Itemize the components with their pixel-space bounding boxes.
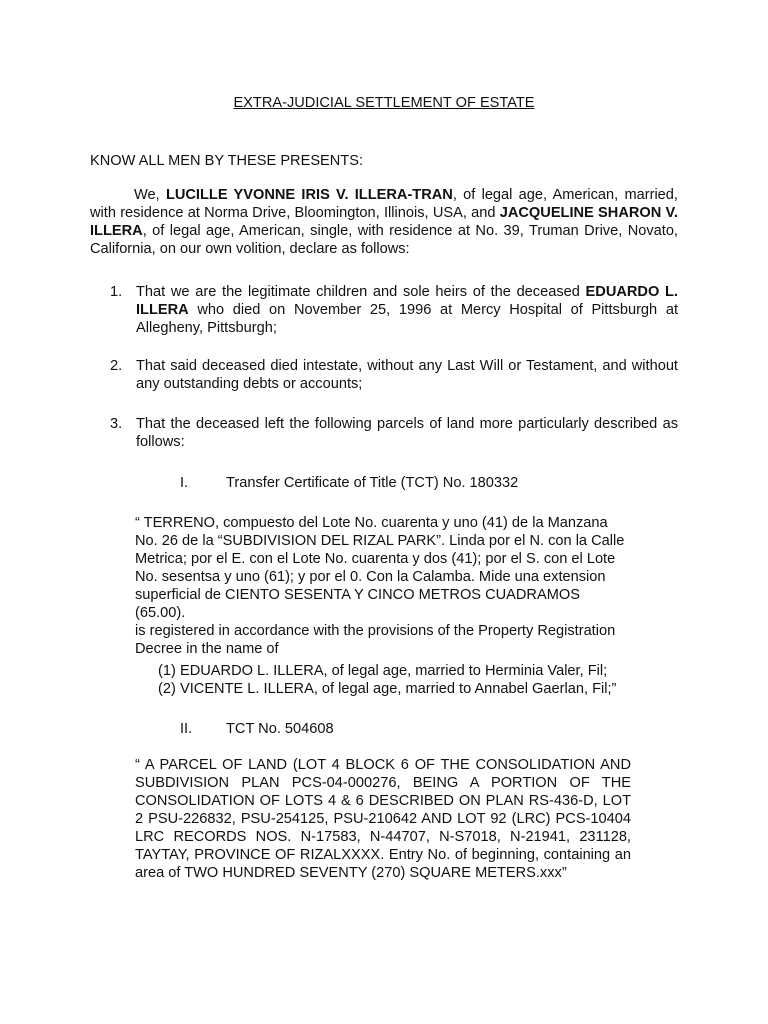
owner-text: VICENTE L. ILLERA, of legal age, married to Annabel Gaerlan, Fil;” bbox=[180, 681, 617, 697]
item-text-1: That we are the legitimate children and sole heirs of the deceased bbox=[136, 284, 586, 300]
owner-number: (2) bbox=[158, 681, 176, 697]
list-item-text: That said deceased died intestate, without any Last Will or Testament, and without any outstanding debts or accounts; bbox=[136, 358, 678, 392]
document-title: EXTRA-JUDICIAL SETTLEMENT OF ESTATE bbox=[233, 95, 535, 111]
list-item-text: That the deceased left the following parcels of land more particularly described as follows: bbox=[136, 416, 678, 450]
list-item bbox=[110, 357, 678, 393]
opening-line: KNOW ALL MEN BY THESE PRESENTS: bbox=[90, 153, 364, 169]
intro-paragraph bbox=[90, 186, 678, 258]
parcel-numeral: I. bbox=[180, 475, 189, 491]
registration-text: is registered in accordance with the provisions of the Property Registration Decree in the name of bbox=[135, 623, 616, 657]
owner-list bbox=[158, 662, 638, 698]
deceased-name: EDUARDO L. ILLERA bbox=[136, 284, 678, 318]
parcel-title: Transfer Certificate of Title (TCT) No. 180332 bbox=[226, 475, 519, 491]
parcel-numeral: II. bbox=[180, 721, 193, 737]
list-item bbox=[110, 415, 678, 451]
heir-name-2: JACQUELINE SHARON V. ILLERA bbox=[90, 205, 678, 239]
owner-text: EDUARDO L. ILLERA, of legal age, married to Herminia Valer, Fil; bbox=[180, 663, 608, 679]
owner-item bbox=[158, 680, 638, 698]
list-item-number: 3. bbox=[110, 416, 123, 432]
item-text-2: who died on November 25, 1996 at Mercy Hospital of Pittsburgh at Allegheny, Pittsburgh; bbox=[136, 302, 678, 336]
intro-text-2: , of legal age, American, married, with residence at Norma Drive, Bloomington, Illinois, USA, and bbox=[90, 187, 678, 221]
list-item-number: 2. bbox=[110, 358, 123, 374]
list-item-number: 1. bbox=[110, 284, 123, 300]
owner-item bbox=[158, 662, 638, 680]
list-item bbox=[110, 283, 678, 337]
parcel-description: “ A PARCEL OF LAND (LOT 4 BLOCK 6 OF THE CONSOLIDATION AND SUBDIVISION PLAN PCS-04-000276, BEING A PORTION OF THE CONSOLIDATION OF LOTS 4 & 6 DESCRIBED ON PLAN RS-436-D, LOT 2 PSU-226832, PSU-254125, PSU-210642 AND LOT 92 (LRC) PCS-10404 LRC RECORDS NOS. N-17583, N-44707, N-S7018, N-21941, 231128, TAYTAY, PROVINCE OF RIZALXXXX. Entry No. of beginning, containing an area of TWO HUNDRED SEVENTY (270) SQUARE METERS.xxx” bbox=[135, 757, 631, 881]
parcel-heading bbox=[180, 720, 334, 738]
list-item-text bbox=[136, 283, 678, 337]
heir-name-1: LUCILLE YVONNE IRIS V. ILLERA-TRAN bbox=[165, 187, 453, 203]
intro-text-3: , of legal age, American, single, with residence at No. 39, Truman Drive, Novato, California, on our own volition, declare as follows: bbox=[90, 223, 678, 257]
owner-number: (1) bbox=[158, 663, 176, 679]
intro-text-1: We, bbox=[134, 187, 166, 203]
parcel-heading bbox=[180, 474, 518, 492]
parcel-description bbox=[135, 514, 632, 658]
parcel-title: TCT No. 504608 bbox=[226, 721, 334, 737]
parcel-description-text: “ TERRENO, compuesto del Lote No. cuarenta y uno (41) de la Manzana No. 26 de la “SUBDIVISION DEL RIZAL PARK”. Linda por el N. con la Calle Metrica; por el E. con el Lote No. cuarenta y dos (41); por el S. con el Lote No. sesentsa y uno (61); y por el 0. Con la Calamba. Mide una extension superficial de CIENTO SESENTA Y CINCO METROS CUADRAMOS (65.00). bbox=[135, 515, 625, 621]
